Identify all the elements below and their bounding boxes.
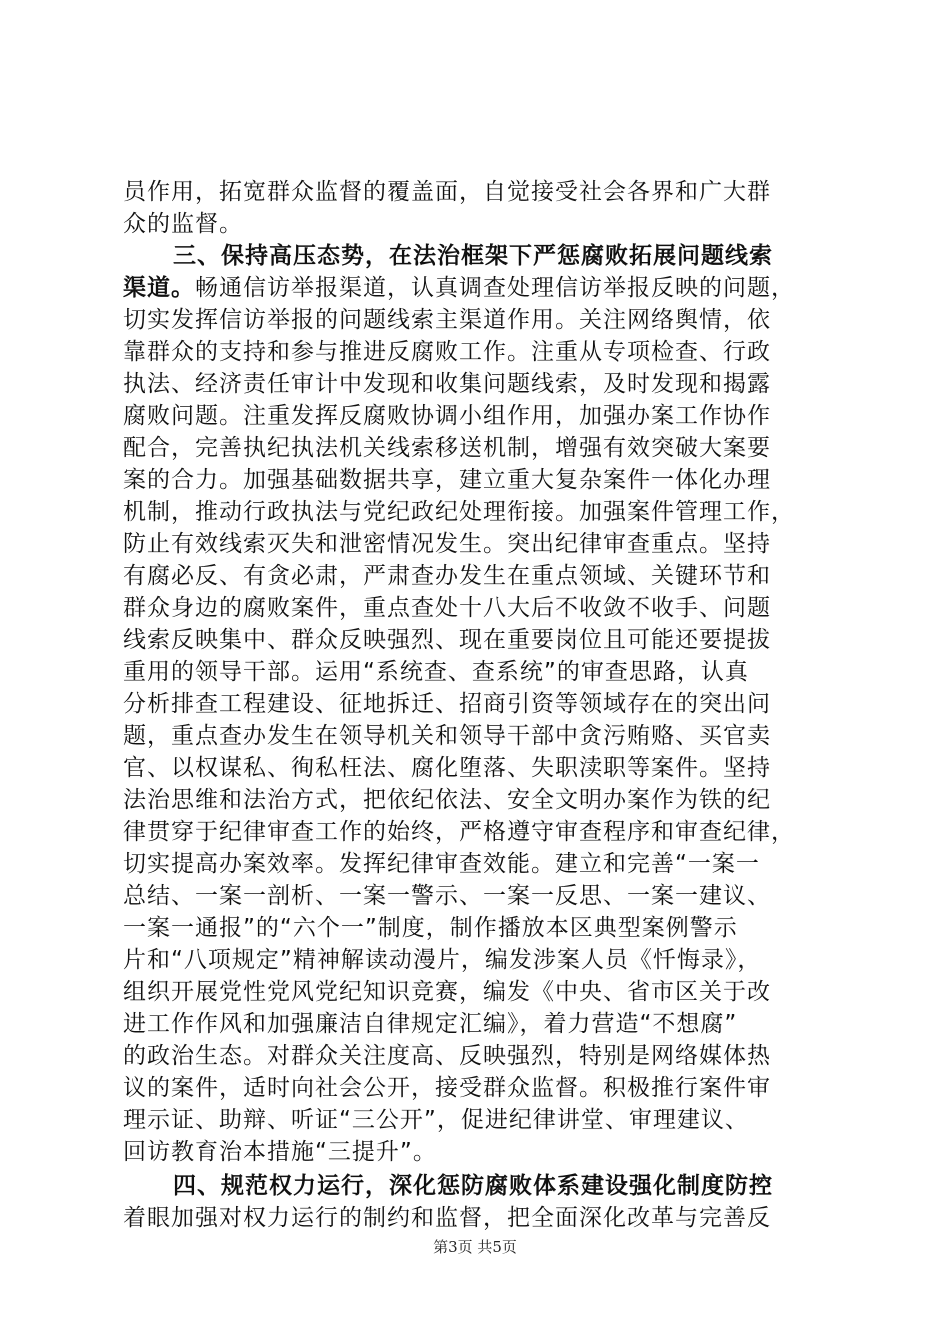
body-line: 案的合力。加强基础数据共享，建立重大复杂案件一体化办理	[123, 467, 771, 493]
body-line: 总结、一案一剖析、一案一警示、一案一反思、一案一建议、	[123, 883, 771, 909]
body-line	[123, 272, 795, 304]
body-line: 的政治生态。对群众关注度高、反映强烈，特别是网络媒体热	[123, 1043, 771, 1069]
body-line: 进工作作风和加强廉洁自律规定汇编》，着力营造“不想腐”	[123, 1011, 738, 1037]
body-line: 重用的领导干部。运用“系统查、查系统”的审查思路，认真	[123, 659, 749, 685]
body-line: 切实提高办案效率。发挥纪律审查效能。建立和完善“一案一	[123, 851, 760, 877]
body-line: 题，重点查办发生在领导机关和领导干部中贪污贿赂、买官卖	[123, 723, 771, 749]
body-line: 腐败问题。注重发挥反腐败协调小组作用，加强办案工作协作	[123, 403, 771, 429]
body-line: 防止有效线索灭失和泄密情况发生。突出纪律审查重点。坚持	[123, 531, 771, 557]
section-3-heading-continued: 渠道。	[123, 275, 195, 301]
body-line: 靠群众的支持和参与推进反腐败工作。注重从专项检查、行政	[123, 339, 771, 365]
page-footer: 第3页 共5页	[433, 1238, 517, 1256]
body-line: 律贯穿于纪律审查工作的始终，严格遵守审查程序和审查纪律，	[123, 819, 795, 845]
body-line: 着眼加强对权力运行的制约和监督，把全面深化改革与完善反	[123, 1205, 771, 1231]
body-line: 议的案件，适时向社会公开，接受群众监督。积极推行案件审	[123, 1075, 771, 1101]
body-line: 员作用，拓宽群众监督的覆盖面，自觉接受社会各界和广大群	[123, 179, 771, 205]
body-line: 配合，完善执纪执法机关线索移送机制，增强有效突破大案要	[123, 435, 771, 461]
body-line-text: 畅通信访举报渠道，认真调查处理信访举报反映的问题，	[195, 275, 795, 301]
body-line: 片和“八项规定”精神解读动漫片，编发涉案人员《忏悔录》，	[123, 947, 762, 973]
body-line: 组织开展党性党风党纪知识竞赛，编发《中央、省市区关于改	[123, 979, 771, 1005]
body-line: 理示证、助辩、听证“三公开”，促进纪律讲堂、审理建议、	[123, 1107, 749, 1133]
body-line: 有腐必反、有贪必肃，严肃查办发生在重点领域、关键环节和	[123, 563, 771, 589]
body-line: 执法、经济责任审计中发现和收集问题线索，及时发现和揭露	[123, 371, 771, 397]
body-line: 群众身边的腐败案件，重点查处十八大后不收敛不收手、问题	[123, 595, 771, 621]
body-line: 机制，推动行政执法与党纪政纪处理衔接。加强案件管理工作，	[123, 499, 795, 525]
body-line: 一案一通报”的“六个一”制度，制作播放本区典型案例警示	[123, 915, 738, 941]
body-line: 线索反映集中、群众反映强烈、现在重要岗位且可能还要提拔	[123, 627, 771, 653]
body-line: 回访教育治本措施“三提升”。	[123, 1139, 437, 1165]
body-line: 分析排查工程建设、征地拆迁、招商引资等领域存在的突出问	[123, 691, 771, 717]
body-line: 众的监督。	[123, 211, 243, 237]
body-line: 官、以权谋私、徇私枉法、腐化堕落、失职渎职等案件。坚持	[123, 755, 771, 781]
section-3-heading: 三、保持高压态势，在法治框架下严惩腐败拓展问题线索	[173, 243, 773, 269]
body-line: 切实发挥信访举报的问题线索主渠道作用。关注网络舆情，依	[123, 307, 771, 333]
section-4-heading: 四、规范权力运行，深化惩防腐败体系建设强化制度防控	[173, 1173, 773, 1199]
body-line: 法治思维和法治方式，把依纪依法、安全文明办案作为铁的纪	[123, 787, 771, 813]
